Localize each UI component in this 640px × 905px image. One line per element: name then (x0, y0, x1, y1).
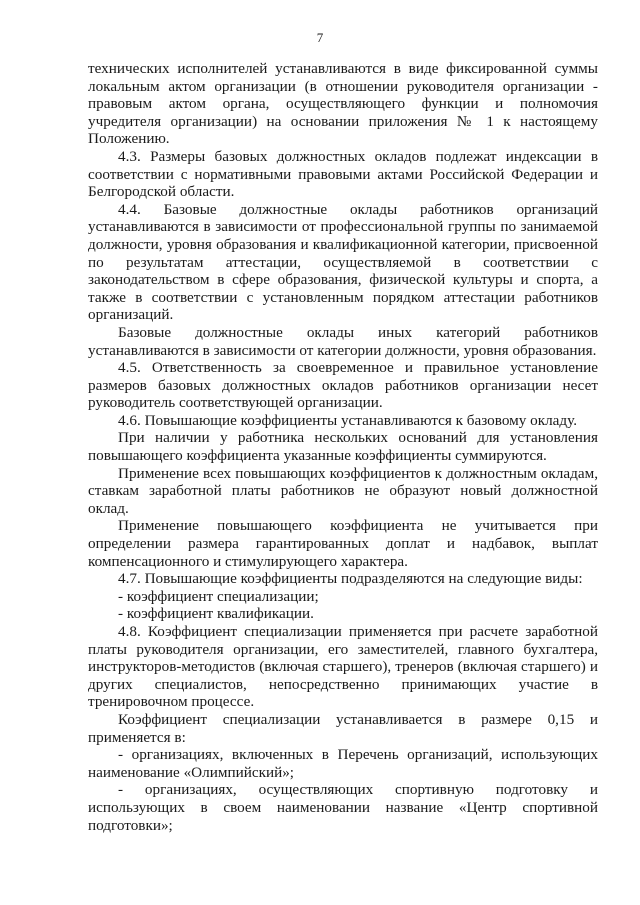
paragraph: 4.4. Базовые должностные оклады работников организаций устанавливаются в зависимости от профессиональной группы по занимаемой должности, уровня образования и квалификационной категории, присвоенной по результатам аттестации, осуществляемой в соответствии с законодательством в сфере образования, физической культуры и спорта, а также в соответствии с установленным порядком аттестации работников организаций. (88, 200, 598, 324)
paragraph: Применение повышающего коэффициента не учитывается при определении размера гарантированных доплат и надбавок, выплат компенсационного и стимулирующего характера. (88, 517, 598, 570)
list-item: - организациях, осуществляющих спортивную подготовку и использующих в своем наименовании название «Центр спортивной подготовки»; (88, 781, 598, 834)
page-number: 7 (316, 30, 324, 45)
paragraph: 4.7. Повышающие коэффициенты подразделяются на следующие виды: (118, 570, 583, 588)
paragraph: 4.6. Повышающие коэффициенты устанавливаются к базовому окладу. (118, 411, 578, 429)
list-item: - организациях, включенных в Перечень организаций, использующих наименование «Олимпийский»; (88, 746, 598, 781)
paragraph: технических исполнителей устанавливаются в виде фиксированной суммы локальным актом организации (в отношении руководителя организации - правовым актом органа, осуществляющего функции и полномочия учредителя организации) на основании приложения № 1 к настоящему Положению. (88, 60, 598, 148)
list-item: - коэффициент специализации; (118, 587, 319, 605)
paragraph: Коэффициент специализации устанавливается в размере 0,15 и применяется в: (88, 710, 598, 746)
document-body (88, 60, 598, 834)
paragraph: При наличии у работника нескольких оснований для установления повышающего коэффициента указанные коэффициенты суммируются. (88, 429, 598, 465)
paragraph: Применение всех повышающих коэффициентов к должностным окладам, ставкам заработной платы работников не образуют новый должностной оклад. (88, 464, 598, 517)
paragraph: 4.3. Размеры базовых должностных окладов подлежат индексации в соответствии с нормативными правовыми актами Российской Федерации и Белгородской области. (88, 147, 598, 201)
paragraph: 4.5. Ответственность за своевременное и правильное установление размеров базовых должностных окладов работников организации несет руководитель соответствующей организации. (88, 359, 598, 412)
paragraph: 4.8. Коэффициент специализации применяется при расчете заработной платы руководителя организации, его заместителей, главного бухгалтера, инструкторов-методистов (включая старшего), тренеров (включая старшего) и других специалистов, непосредственно принимающих участие в тренировочном процессе. (88, 623, 598, 711)
paragraph: Базовые должностные оклады иных категорий работников устанавливаются в зависимости от категории должности, уровня образования. (88, 323, 598, 359)
list-item: - коэффициент квалификации. (118, 605, 314, 623)
